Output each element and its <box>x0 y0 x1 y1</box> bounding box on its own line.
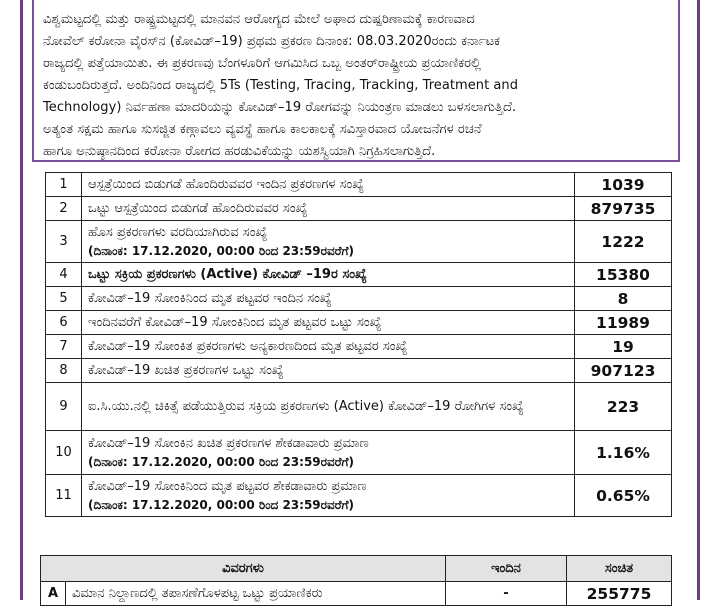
intro-line: ಕಂಡುಬಂದಿರುತ್ತದೆ. ಅಂದಿನಿಂದ ರಾಜ್ಯದಲ್ಲಿ 5Ts (Testing, Tracing, Tracking, Treatment and <box>43 78 519 93</box>
table-row <box>46 359 672 383</box>
row-number: 9 <box>46 383 82 431</box>
row-label: ಆಸ್ಪತ್ರೆಯಿಂದ ಬಿಡುಗಡೆ ಹೊಂದಿರುವವರ ಇಂದಿನ ಪ್ರಕರಣಗಳ ಸಂಖ್ಯೆ <box>82 173 575 197</box>
row-number: 11 <box>46 475 82 517</box>
intro-line: ವಿಶ್ವಮಟ್ಟದಲ್ಲಿ ಮತ್ತು ರಾಷ್ಟ್ರಮಟ್ಟದಲ್ಲಿ ಮಾನವನ ಆರೋಗ್ಯದ ಮೇಲೆ ಅಘಾದ ದುಷ್ಪರಿಣಾಮಕ್ಕೆ ಕಾರಣವಾದ <box>43 12 475 27</box>
row-label: ಕೋವಿಡ್–19 ಸೋಂಕಿನಿಂದ ಮೃತ ಪಟ್ಟವರ ಶೇಕಡಾವಾರು ಪ್ರಮಾಣ <box>88 478 367 494</box>
right-frame-line <box>697 0 700 600</box>
row-label-block <box>82 221 575 263</box>
row-value: 879735 <box>575 197 672 221</box>
table-row <box>46 431 672 475</box>
intro-paragraph <box>43 9 669 163</box>
header-cumulative: ಸಂಚಿತ <box>567 556 672 582</box>
row-number: 8 <box>46 359 82 383</box>
row-label: ಕೋವಿಡ್–19 ಸೋಂಕಿನಿಂದ ಮೃತ ಪಟ್ಟವರ ಇಂದಿನ ಸಂಖ್ಯೆ <box>82 287 575 311</box>
intro-line: ಹಾಗೂ ಅನುಷ್ಠಾನದಿಂದ ಕರೋನಾ ರೋಗದ ಹರಡುವಿಕೆಯನ್ನು ಯಶಸ್ವಿಯಾಗಿ ನಿಗ್ರಹಿಸಲಾಗುತ್ತಿದೆ. <box>43 144 436 159</box>
table-row <box>46 173 672 197</box>
row-number: 2 <box>46 197 82 221</box>
table-header-row <box>41 556 672 582</box>
table-row <box>46 475 672 517</box>
row-label: ಕೋವಿಡ್–19 ಸೋಂಕಿತ ಪ್ರಕರಣಗಳು ಅನ್ಯಕಾರಣದಿಂದ ಮೃತ ಪಟ್ಟವರ ಸಂಖ್ಯೆ <box>82 335 575 359</box>
row-value: 0.65% <box>575 475 672 517</box>
row-number: 4 <box>46 263 82 287</box>
row-label: ಹೊಸ ಪ್ರಕರಣಗಳು ವರದಿಯಾಗಿರುವ ಸಂಖ್ಯೆ <box>88 224 268 240</box>
row-today-value: - <box>446 582 567 606</box>
row-date-note: (ದಿನಾಂಕ: 17.12.2020, 00:00 ರಿಂದ 23:59ರವರೆಗೆ) <box>88 243 354 258</box>
row-number: 3 <box>46 221 82 263</box>
row-label: ವಿಮಾನ ನಿಲ್ದಾಣದಲ್ಲಿ ತಪಾಸಣೆಗೊಳಪಟ್ಟ ಒಟ್ಟು ಪ್ರಯಾಣಿಕರು <box>66 582 446 606</box>
table-row <box>46 311 672 335</box>
table-row <box>46 263 672 287</box>
table-row <box>46 197 672 221</box>
row-date-note: (ದಿನಾಂಕ: 17.12.2020, 00:00 ರಿಂದ 23:59ರವರೆಗೆ) <box>88 454 354 469</box>
row-label-block <box>82 431 575 475</box>
row-label: ಐ.ಸಿ.ಯು.ನಲ್ಲಿ ಚಿಕಿತ್ಸೆ ಪಡೆಯುತ್ತಿರುವ ಸಕ್ರಿಯ ಪ್ರಕರಣಗಳು (Active) ಕೋವಿಡ್–19 ರೋಗಿಗಳ ಸಂಖ್ಯೆ <box>82 383 575 431</box>
row-cumulative-value: 255775 <box>567 582 672 606</box>
row-value: 8 <box>575 287 672 311</box>
row-value: 1.16% <box>575 431 672 475</box>
row-label: ಇಂದಿನವರೆಗೆ ಕೋವಿಡ್–19 ಸೋಂಕಿನಿಂದ ಮೃತ ಪಟ್ಟವರ ಒಟ್ಟು ಸಂಖ್ಯೆ <box>82 311 575 335</box>
row-letter: A <box>41 582 66 606</box>
intro-line: ಅತ್ಯಂತ ಸಕ್ಷಮ ಹಾಗೂ ಸುಸಜ್ಜಿತ ಕಣ್ಗಾವಲು ವ್ಯವಸ್ಥೆ ಹಾಗೂ ಕಾಲಕಾಲಕ್ಕೆ ಸವಿಸ್ತಾರವಾದ ಯೋಜನೆಗಳ ರಚನೆ <box>43 122 482 137</box>
row-number: 7 <box>46 335 82 359</box>
row-value: 223 <box>575 383 672 431</box>
row-value: 1222 <box>575 221 672 263</box>
row-number: 1 <box>46 173 82 197</box>
row-number: 10 <box>46 431 82 475</box>
row-value: 15380 <box>575 263 672 287</box>
row-label-block <box>82 475 575 517</box>
left-frame-line <box>20 0 23 600</box>
travel-screening-table <box>40 555 672 606</box>
covid-stats-table <box>45 172 672 517</box>
row-value: 11989 <box>575 311 672 335</box>
intro-line: ರಾಜ್ಯದಲ್ಲಿ ಪತ್ತೆಯಾಯಿತು. ಈ ಪ್ರಕರಣವು ಬೆಂಗಳೂರಿಗೆ ಆಗಮಿಸಿದ ಒಬ್ಬ ಅಂತರ್‌ರಾಷ್ಟ್ರೀಯ ಪ್ರಯಾಣಿಕರಲ್ಲಿ <box>43 56 481 71</box>
row-label: ಕೋವಿಡ್–19 ಸೋಂಕಿನ ಖಚಿತ ಪ್ರಕರಣಗಳ ಶೇಕಡಾವಾರು ಪ್ರಮಾಣ <box>88 435 369 451</box>
row-number: 5 <box>46 287 82 311</box>
table-row <box>41 582 672 606</box>
intro-line: ನೋವೆಲ್ ಕರೋನಾ ವೈರಸ್‌ನ (ಕೋವಿಡ್–19) ಪ್ರಥಮ ಪ್ರಕರಣ ದಿನಾಂಕ: 08.03.2020ರಂದು ಕರ್ನಾಟಕ <box>43 34 501 49</box>
table-row <box>46 383 672 431</box>
row-number: 6 <box>46 311 82 335</box>
row-label: ಒಟ್ಟು ಆಸ್ಪತ್ರೆಯಿಂದ ಬಿಡುಗಡೆ ಹೊಂದಿರುವವರ ಸಂಖ್ಯೆ <box>82 197 575 221</box>
header-today: ಇಂದಿನ <box>446 556 567 582</box>
intro-line: Technology) ನಿರ್ವಹಣಾ ಮಾದರಿಯನ್ನು ಕೋವಿಡ್–19 ರೋಗವನ್ನು ನಿಯಂತ್ರಣ ಮಾಡಲು ಬಳಸಲಾಗುತ್ತಿದೆ. <box>43 100 517 115</box>
row-date-note: (ದಿನಾಂಕ: 17.12.2020, 00:00 ರಿಂದ 23:59ರವರೆಗೆ) <box>88 497 354 512</box>
row-value: 1039 <box>575 173 672 197</box>
row-label: ಕೋವಿಡ್–19 ಖಚಿತ ಪ್ರಕರಣಗಳ ಒಟ್ಟು ಸಂಖ್ಯೆ <box>82 359 575 383</box>
intro-box <box>32 0 680 162</box>
row-label: ಒಟ್ಟು ಸಕ್ರಿಯ ಪ್ರಕರಣಗಳು (Active) ಕೋವಿಡ್ –19ರ ಸಂಖ್ಯೆ <box>82 263 575 287</box>
row-value: 907123 <box>575 359 672 383</box>
row-value: 19 <box>575 335 672 359</box>
table-row <box>46 335 672 359</box>
header-details: ವಿವರಗಳು <box>41 556 446 582</box>
table-row <box>46 221 672 263</box>
table-row <box>46 287 672 311</box>
